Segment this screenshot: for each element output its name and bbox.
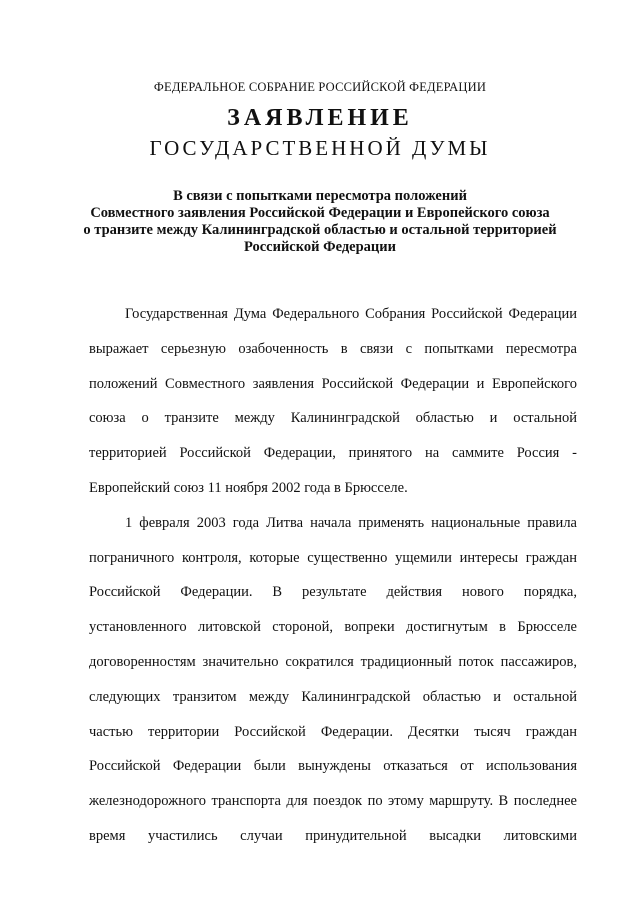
body-line: выражает серьезную озабоченность в связи с попытками пересмотра	[89, 340, 577, 357]
organization-heading: ФЕДЕРАЛЬНОЕ СОБРАНИЕ РОССИЙСКОЙ ФЕДЕРАЦИИ	[153, 80, 487, 94]
subject-line: Совместного заявления Российской Федерации и Европейского союза	[90, 205, 550, 221]
body-line: время участились случаи принудительной высадки литовскими	[89, 827, 577, 844]
body-line: Российской Федерации. В результате действия нового порядка,	[89, 584, 577, 601]
body-line: железнодорожного транспорта для поездок по этому маршруту. В последнее	[89, 793, 577, 810]
body-line: Российской Федерации были вынуждены отказаться от использования	[89, 758, 577, 775]
subject-heading	[60, 188, 580, 256]
body-line: Европейский союз 11 ноября 2002 года в Брюсселе.	[89, 479, 408, 496]
subject-line: Российской Федерации	[243, 239, 396, 255]
body-line: установленного литовской стороной, вопреки достигнутым в Брюсселе	[89, 619, 577, 636]
body-line: союза о транзите между Калининградской областью и остальной	[89, 410, 577, 427]
document-type-title: ЗАЯВЛЕНИЕ	[227, 105, 413, 131]
body-line: договоренностям значительно сократился традиционный поток пассажиров,	[89, 653, 577, 670]
subject-line: о транзите между Калининградской областью и остальной территорией	[83, 222, 557, 238]
body-line: пограничного контроля, которые существенно ущемили интересы граждан	[89, 549, 577, 566]
issuer-title: ГОСУДАРСТВЕННОЙ ДУМЫ	[149, 136, 491, 160]
body-line: 1 февраля 2003 года Литва начала применять национальные правила	[125, 514, 577, 531]
body-line: следующих транзитом между Калининградской областью и остальной	[89, 688, 577, 705]
body-line: территорией Российской Федерации, принятого на саммите Россия -	[89, 445, 577, 462]
subject-line: В связи с попытками пересмотра положений	[173, 188, 467, 204]
document-body	[89, 297, 577, 854]
body-line: частью территории Российской Федерации. Десятки тысяч граждан	[89, 723, 577, 740]
body-line: Государственная Дума Федерального Собрания Российской Федерации	[125, 306, 577, 322]
body-line: положений Совместного заявления Российской Федерации и Европейского	[89, 375, 577, 392]
